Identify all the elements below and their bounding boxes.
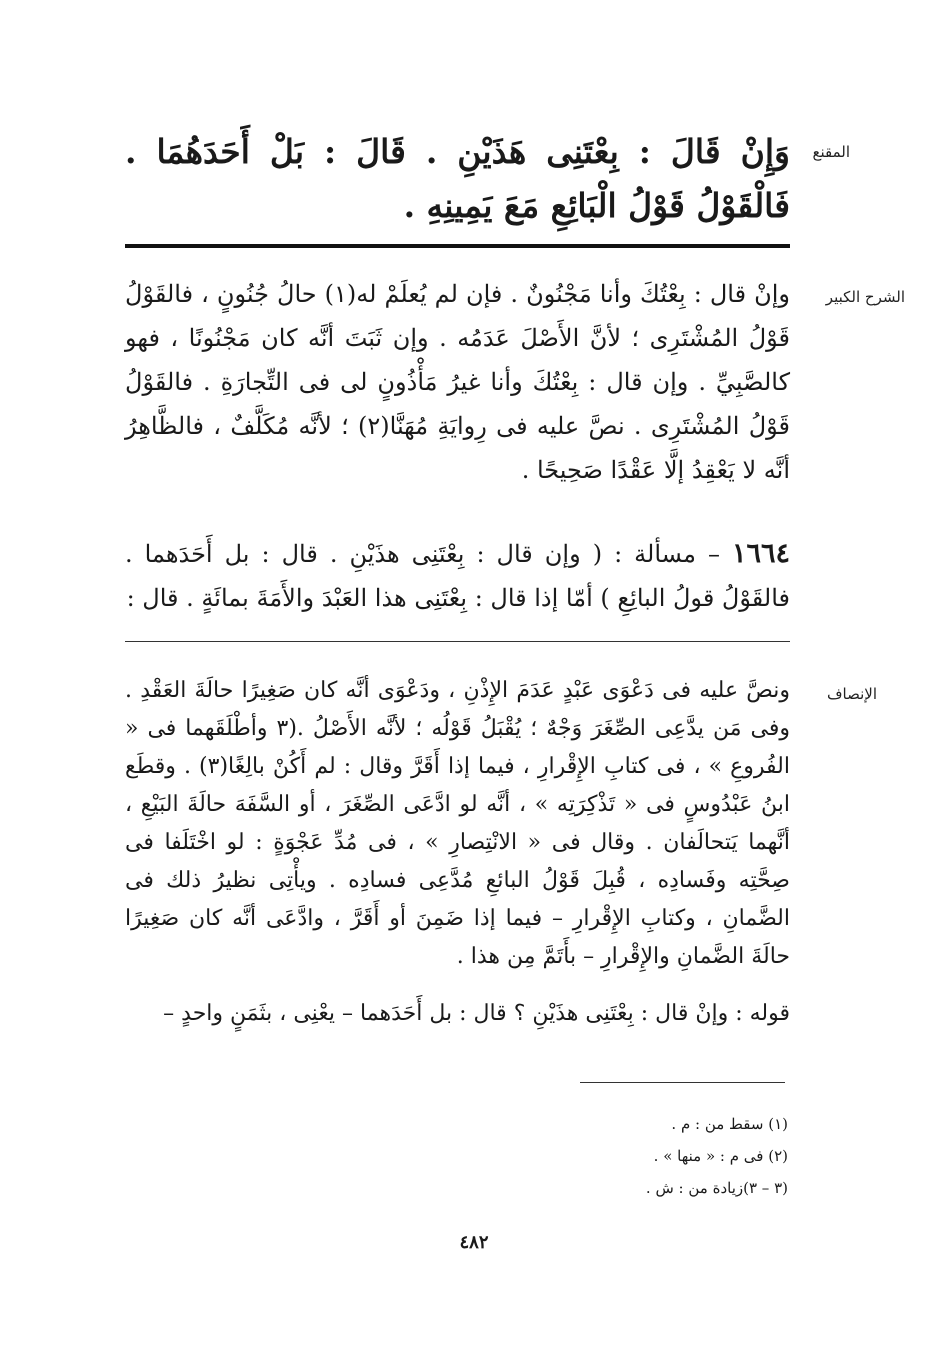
sharh-text (125, 272, 790, 492)
footnote-item: (١) سقط من : م . (671, 1115, 788, 1133)
masala-number: ١٦٦٤ (731, 538, 790, 569)
footnotes (646, 1108, 788, 1204)
footnote-divider (580, 1082, 785, 1083)
insaf-qawluhu (125, 995, 790, 1033)
muqni-text (125, 125, 790, 233)
sharh-paragraph: وإنْ قال : بِعْتُكَ وأنا مَجْنُونٌ . فإن لم يُعلَمْ له(١) حالُ جُنُونٍ ، فالقَوْلُ قَوْلُ المُشْتَرِى ؛ لأنَّ الأَصْلَ عَدَمُه . وإن ثَبَتَ أنَّه كان مَجْنُونًا ، فهو كالصَّبِيِّ . وإن قال : بِعْتُكَ وأنا غيرُ مَأْذُونٍ لى فى التِّجارَةِ . فالقَوْلُ قَوْلُ المُشْتَرِى . نصَّ عليه فى رِوايَةِ مُهَنَّا(٢) ؛ لأنَّه مُكَلَّفٌ ، فالظَّاهِرُ أنَّه لا يَعْقِدُ إلَّا عَقْدًا صَحِيحًا . (125, 280, 791, 484)
label-muqni: المقنع (812, 143, 850, 161)
label-insaf: الإنصاف (826, 685, 877, 703)
masala-text (125, 532, 790, 620)
qawluhu-paragraph: قوله : وإنْ قال : بِعْتَنِى هذَيْنِ ؟ قال : بل أَحَدَهما – يعْنِى ، بثَمَنٍ واحدٍ – (163, 1001, 790, 1026)
muqni-paragraph: وَإِنْ قَالَ : بِعْتَنِى هَذَيْنِ . قَالَ : بَلْ أَحَدَهُمَا . فَالْقَوْلُ قَوْلُ الْبَائِعِ مَعَ يَمِينِهِ . (125, 132, 790, 225)
section-divider-thick (125, 244, 790, 248)
section-divider-thin (125, 641, 790, 642)
insaf-paragraph: ونصَّ عليه فى دَعْوَى عَبْدٍ عَدَمَ الإِذْنِ ، ودَعْوَى أنَّه كان صَغِيرًا حالَةَ العَقْدِ . وفى مَن يدَّعِى الصِّغَرَ وَجْهٌ ؛ يُقْبَلُ قَوْلُه ؛ لأنَّه الأَصْلُ .(٣ وأطْلَقَهما فى « الفُروعِ » ، فى كتابِ الإِقْرارِ ، فيما إذا أَقَرَّ وقال : لم أَكُنْ بالِغًا(٣) . وقطَع ابنُ عَبْدُوسٍ فى « تَذْكِرَتِه » ، أنَّه لو ادَّعَى الصِّغَرَ ، أو السَّفَهَ حالَةَ البَيْعِ ، أنَّهما يَتحالَفان . وقال فى « الانْتِصارِ » ، فى مُدِّ عَجْوَةٍ : لو اخْتَلَفا فى صِحَّتِه وفَسادِه ، قُبِلَ قَوْلُ البائعِ مُدَّعِى فسادِه . ويأْتِى نظيرُ ذلك فى الضَّمانِ ، وكتابِ الإِقْرارِ – فيما إذا ضَمِنَ أو أَقَرَّ ، وادَّعَى أنَّه كان صَغِيرًا حالَةَ الضَّمانِ والإِقْرارِ – بأَتَمَّ مِن هذا . (125, 678, 790, 969)
footnote-item: (٢) فى م : « منها » . (653, 1147, 788, 1165)
masala-paragraph (125, 532, 790, 620)
insaf-text (125, 672, 790, 976)
label-sharh: الشرح الكبير (825, 288, 905, 306)
footnote-item: (٣ – ٣)زيادة من : ش . (645, 1179, 788, 1197)
page-number: ٤٨٢ (459, 1232, 489, 1253)
masala-body: – مسألة : ( وإن قال : بِعْتَنِى هذَيْنِ . قال : بل أَحَدَهما . فالقَوْلُ قولُ البائِعِ ) أمّا إذا قال : بِعْتَنِى هذا العَبْدَ والأَمَةَ بمائَةٍ . قال : (125, 540, 790, 612)
